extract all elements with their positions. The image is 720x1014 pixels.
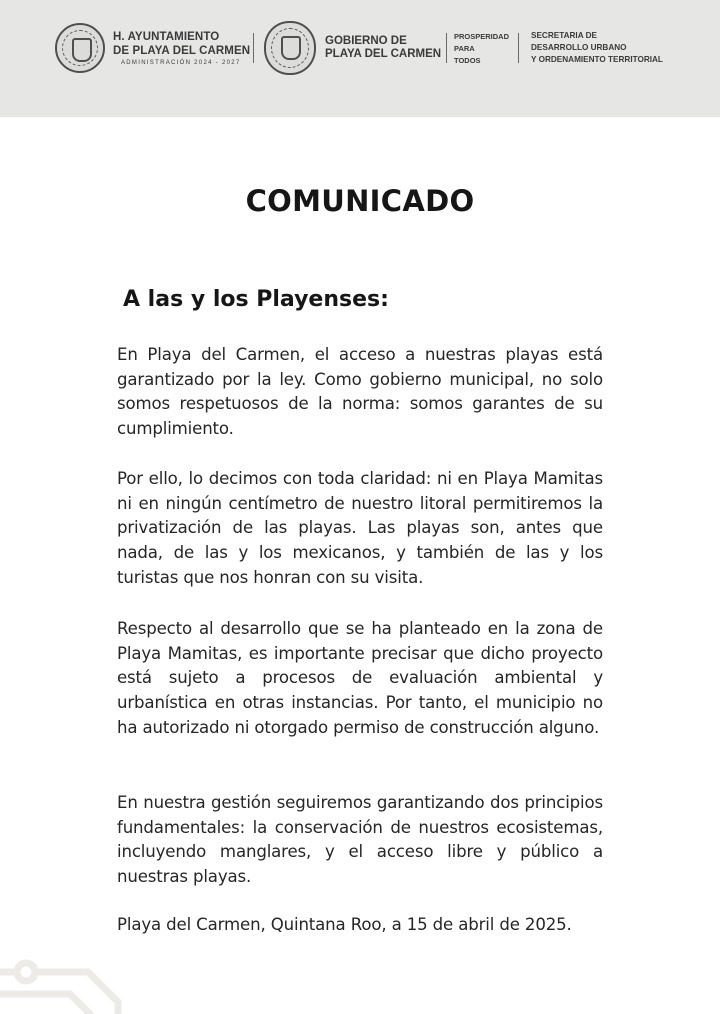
secretaria-line1: SECRETARIA DE bbox=[531, 31, 597, 40]
secretaria-line2: DESARROLLO URBANO bbox=[531, 43, 627, 52]
gobierno-name-line1: GOBIERNO DE bbox=[325, 35, 407, 47]
place-and-date: Playa del Carmen, Quintana Roo, a 15 de abril de 2025. bbox=[117, 915, 572, 934]
slogan-line3: TODOS bbox=[454, 56, 481, 65]
paragraph: Por ello, lo decimos con toda claridad: ni en Playa Mamitas ni en ningún centímetro de nuestro litoral permitiremos la privatización de las playas. Las playas son, antes que nada, de las y los mexicanos, y también de las y los turistas que nos honran con su visita. bbox=[117, 469, 603, 587]
ayuntamiento-name-line1: H. AYUNTAMIENTO bbox=[113, 31, 220, 43]
slogan-line1: PROSPERIDAD bbox=[454, 32, 510, 41]
document-title: COMUNICADO bbox=[245, 184, 475, 218]
gobierno-name-line2: PLAYA DEL CARMEN bbox=[325, 48, 442, 60]
ayuntamiento-name-line2: DE PLAYA DEL CARMEN bbox=[113, 45, 251, 57]
government-seal-icon bbox=[264, 21, 316, 75]
header-divider bbox=[446, 33, 447, 63]
slogan-line2: PARA bbox=[454, 44, 475, 53]
paragraph: En Playa del Carmen, el acceso a nuestras playas está garantizado por la ley. Como gobierno municipal, no solo somos respetuosos de la norma: somos garantes de su cumplimiento. bbox=[117, 345, 603, 439]
administration-period: ADMINISTRACIÓN 2024 - 2027 bbox=[121, 60, 241, 66]
header-divider bbox=[518, 33, 519, 63]
letterhead bbox=[0, 0, 720, 117]
header-divider bbox=[253, 33, 254, 63]
paragraph: Respecto al desarrollo que se ha planteado en la zona de Playa Mamitas, es importante precisar que dicho proyecto está sujeto a procesos de evaluación ambiental y urbanística en otras instancias. Por tanto, el municipio no ha autorizado ni otorgado permiso de construcción alguno. bbox=[117, 619, 603, 737]
circuit-decoration-icon bbox=[0, 950, 140, 1014]
secretaria-line3: Y ORDENAMIENTO TERRITORIAL bbox=[531, 55, 663, 64]
greeting: A las y los Playenses: bbox=[123, 287, 389, 312]
municipal-seal-icon bbox=[55, 23, 105, 73]
paragraph: En nuestra gestión seguiremos garantizando dos principios fundamentales: la conservación de nuestros ecosistemas, incluyendo manglares, y el acceso libre y público a nuestras playas. bbox=[117, 793, 603, 887]
